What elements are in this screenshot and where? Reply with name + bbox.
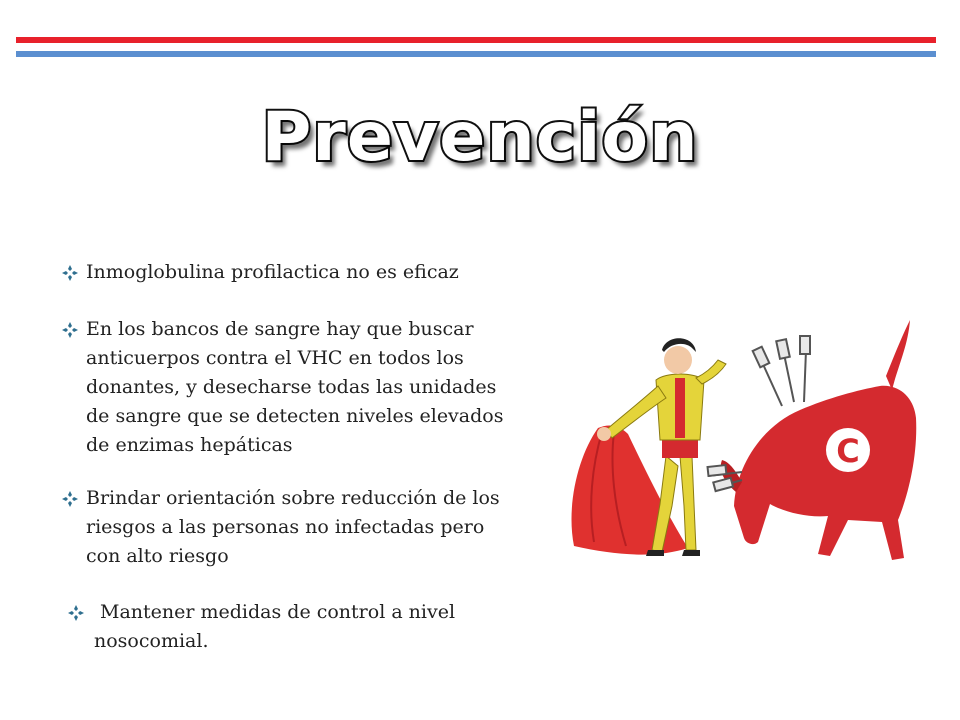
diamond-bullet-icon [66, 598, 86, 627]
bullfighter-illustration [548, 306, 920, 576]
bullet-text [66, 598, 496, 656]
bullet-text: En los bancos de sangre hay que buscar anticuerpos contra el VHC en todos los donantes, y desecharse todas las unidades de sangre que se detecten niveles elevados de enzimas hepáticas [86, 318, 504, 456]
bullet-text-line: nosocomial. [94, 630, 209, 652]
diamond-bullet-icon [60, 258, 80, 287]
bullet-item [60, 484, 510, 571]
slide-title: Prevención [261, 98, 699, 177]
header-stripe-red [16, 37, 936, 43]
bullet-text-line: Mantener medidas de control a nivel [100, 601, 456, 623]
header-stripe-blue [16, 51, 936, 57]
bullet-item [60, 258, 520, 287]
matador-head [664, 346, 692, 374]
red-bull [734, 386, 916, 560]
bullet-text: Brindar orientación sobre reducción de los riesgos a las personas no infectadas pero con alto riesgo [86, 487, 500, 567]
bullet-item [66, 598, 496, 656]
diamond-bullet-icon [60, 484, 80, 513]
bull-badge-label: C [836, 432, 860, 470]
bullet-text: Inmoglobulina profilactica no es eficaz [86, 261, 459, 283]
bullet-item [60, 315, 510, 460]
diamond-bullet-icon [60, 315, 80, 344]
